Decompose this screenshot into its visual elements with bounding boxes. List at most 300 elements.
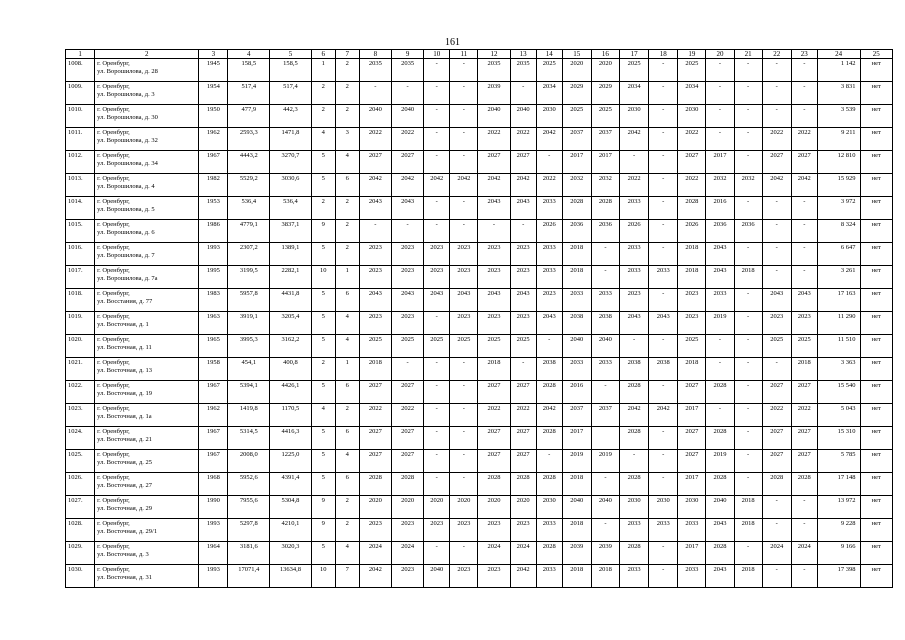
table-cell: 2043 xyxy=(478,197,510,220)
table-cell: 4779,1 xyxy=(228,220,270,243)
table-cell: - xyxy=(791,266,817,289)
table-cell: 2020 xyxy=(359,496,391,519)
table-cell: 2025 xyxy=(510,335,536,358)
table-cell: 2018 xyxy=(734,266,762,289)
address-cell: г. Оренбург, ул. Ворошилова, д. 4 xyxy=(95,174,199,197)
table-cell: 1 xyxy=(335,358,359,381)
table-cell: 2023 xyxy=(391,266,423,289)
table-cell: - xyxy=(591,381,619,404)
table-cell: 2 xyxy=(311,358,335,381)
table-cell: - xyxy=(359,82,391,105)
table-cell: 2023 xyxy=(450,519,478,542)
table-cell: 2033 xyxy=(649,519,678,542)
table-cell: 2034 xyxy=(678,82,706,105)
table-cell: 2043 xyxy=(424,289,450,312)
table-cell: 2019 xyxy=(591,450,619,473)
address-cell: г. Оренбург, ул. Восточная, д. 13 xyxy=(95,358,199,381)
table-row xyxy=(66,473,893,496)
table-cell: - xyxy=(791,220,817,243)
cost-cell: 3 972 xyxy=(817,197,860,220)
table-cell: 4 xyxy=(335,542,359,565)
table-cell: 1 xyxy=(311,59,335,82)
table-cell: 2018 xyxy=(678,266,706,289)
table-cell: 13634,8 xyxy=(270,565,312,588)
table-row xyxy=(66,450,893,473)
column-number: 9 xyxy=(391,50,423,59)
table-cell: - xyxy=(791,82,817,105)
table-cell: 2 xyxy=(335,220,359,243)
table-cell: 2033 xyxy=(536,266,562,289)
table-cell: 2042 xyxy=(478,174,510,197)
table-cell: - xyxy=(619,450,648,473)
column-number: 1 xyxy=(66,50,95,59)
table-cell: - xyxy=(734,427,762,450)
table-cell: - xyxy=(791,59,817,82)
table-cell: 2023 xyxy=(510,519,536,542)
table-cell: - xyxy=(762,59,791,82)
table-cell: 2043 xyxy=(510,289,536,312)
table-cell: 2025 xyxy=(450,335,478,358)
table-cell: 1983 xyxy=(199,289,228,312)
table-cell: 1 xyxy=(335,266,359,289)
table-cell: 3 xyxy=(335,128,359,151)
table-cell: 2030 xyxy=(678,105,706,128)
table-cell: 2027 xyxy=(391,381,423,404)
column-number: 17 xyxy=(619,50,648,59)
table-cell: 2035 xyxy=(510,59,536,82)
table-cell: 1993 xyxy=(199,565,228,588)
table-cell: 1945 xyxy=(199,59,228,82)
row-number: 1011. xyxy=(66,128,95,151)
table-cell: нет xyxy=(860,542,892,565)
table-cell: 2027 xyxy=(762,427,791,450)
address-cell: г. Оренбург, ул. Восточная, д. 3 xyxy=(95,542,199,565)
table-cell: 2028 xyxy=(619,427,648,450)
table-cell: 2022 xyxy=(762,404,791,427)
table-cell: 2033 xyxy=(706,289,734,312)
table-cell: 2033 xyxy=(619,197,648,220)
table-cell: 2027 xyxy=(359,381,391,404)
table-cell: - xyxy=(619,151,648,174)
table-cell: 2033 xyxy=(649,266,678,289)
table-cell: 2043 xyxy=(359,289,391,312)
column-number: 8 xyxy=(359,50,391,59)
table-cell: 2026 xyxy=(536,220,562,243)
column-number: 21 xyxy=(734,50,762,59)
table-cell: нет xyxy=(860,312,892,335)
table-cell: 5 xyxy=(311,450,335,473)
table-cell: нет xyxy=(860,266,892,289)
table-cell: - xyxy=(424,473,450,496)
row-number: 1010. xyxy=(66,105,95,128)
table-cell: 2023 xyxy=(359,243,391,266)
table-cell: 2017 xyxy=(678,542,706,565)
table-row xyxy=(66,312,893,335)
table-cell: - xyxy=(450,220,478,243)
table-cell: 2018 xyxy=(562,519,591,542)
table-cell: 2023 xyxy=(678,289,706,312)
table-cell: 2039 xyxy=(562,542,591,565)
row-number: 1008. xyxy=(66,59,95,82)
cost-cell: 9 211 xyxy=(817,128,860,151)
table-row xyxy=(66,151,893,174)
table-cell: - xyxy=(450,82,478,105)
table-cell: 2043 xyxy=(649,312,678,335)
table-cell: 2027 xyxy=(762,381,791,404)
table-cell: 2042 xyxy=(536,128,562,151)
table-cell: 2039 xyxy=(591,542,619,565)
table-cell: 2028 xyxy=(619,473,648,496)
table-cell: 1225,0 xyxy=(270,450,312,473)
row-number: 1013. xyxy=(66,174,95,197)
table-cell: 2030 xyxy=(678,496,706,519)
table-cell: - xyxy=(649,450,678,473)
table-cell: - xyxy=(762,105,791,128)
table-cell: 2025 xyxy=(591,105,619,128)
table-cell: 2033 xyxy=(536,519,562,542)
table-cell: 2022 xyxy=(791,404,817,427)
table-cell: 2030 xyxy=(619,105,648,128)
address-cell: г. Оренбург, ул. Восточная, д. 25 xyxy=(95,450,199,473)
table-cell: 2023 xyxy=(359,312,391,335)
row-number: 1017. xyxy=(66,266,95,289)
table-cell: 6 xyxy=(335,381,359,404)
table-cell: 4431,8 xyxy=(270,289,312,312)
table-cell: 6 xyxy=(335,427,359,450)
table-cell: 2028 xyxy=(706,542,734,565)
table-cell: 7955,6 xyxy=(228,496,270,519)
table-cell: - xyxy=(591,519,619,542)
table-cell: 4 xyxy=(311,128,335,151)
table-cell: 1995 xyxy=(199,266,228,289)
cost-cell: 8 324 xyxy=(817,220,860,243)
row-number: 1023. xyxy=(66,404,95,427)
table-cell: 2042 xyxy=(510,565,536,588)
table-cell: 2024 xyxy=(762,542,791,565)
row-number: 1020. xyxy=(66,335,95,358)
table-cell: - xyxy=(706,335,734,358)
table-cell: - xyxy=(706,82,734,105)
table-cell: 1967 xyxy=(199,381,228,404)
table-cell: 2040 xyxy=(510,105,536,128)
table-cell: 2022 xyxy=(510,128,536,151)
cost-cell: 5 043 xyxy=(817,404,860,427)
table-cell: 2033 xyxy=(619,565,648,588)
table-cell: 2023 xyxy=(391,243,423,266)
cost-cell: 12 810 xyxy=(817,151,860,174)
table-cell: - xyxy=(450,473,478,496)
cost-cell: 9 228 xyxy=(817,519,860,542)
table-cell: - xyxy=(791,197,817,220)
table-cell: 2023 xyxy=(359,519,391,542)
table-cell: 2022 xyxy=(762,128,791,151)
table-cell: - xyxy=(424,151,450,174)
table-cell: 2027 xyxy=(762,151,791,174)
table-cell: 2023 xyxy=(619,289,648,312)
column-number: 16 xyxy=(591,50,619,59)
table-cell: 2043 xyxy=(510,197,536,220)
table-row xyxy=(66,82,893,105)
table-cell: - xyxy=(591,473,619,496)
table-cell: 9 xyxy=(311,519,335,542)
table-cell: 2038 xyxy=(591,312,619,335)
table-cell: 2025 xyxy=(478,335,510,358)
table-cell: - xyxy=(536,335,562,358)
row-number: 1014. xyxy=(66,197,95,220)
table-cell: 2027 xyxy=(359,427,391,450)
table-cell: 2035 xyxy=(391,59,423,82)
table-cell: 5314,5 xyxy=(228,427,270,450)
table-cell: 5 xyxy=(311,243,335,266)
table-cell: 442,3 xyxy=(270,105,312,128)
table-cell: 2 xyxy=(335,105,359,128)
table-cell: - xyxy=(649,542,678,565)
table-cell: 2027 xyxy=(510,450,536,473)
table-cell: 2032 xyxy=(734,174,762,197)
cost-cell: 3 539 xyxy=(817,105,860,128)
table-cell: 2017 xyxy=(678,473,706,496)
address-cell: г. Оренбург, ул. Восточная, д. 29/1 xyxy=(95,519,199,542)
table-cell: 2037 xyxy=(562,404,591,427)
row-number: 1029. xyxy=(66,542,95,565)
cost-cell: 17 398 xyxy=(817,565,860,588)
table-cell: 1968 xyxy=(199,473,228,496)
table-cell: 1471,8 xyxy=(270,128,312,151)
row-number: 1016. xyxy=(66,243,95,266)
table-row xyxy=(66,59,893,82)
table-cell: 2027 xyxy=(791,450,817,473)
table-cell: 2020 xyxy=(591,59,619,82)
table-cell: 536,4 xyxy=(228,197,270,220)
table-cell: 2030 xyxy=(619,496,648,519)
table-cell xyxy=(591,427,619,450)
table-cell: 10 xyxy=(311,266,335,289)
address-cell: г. Оренбург, ул. Ворошилова, д. 7а xyxy=(95,266,199,289)
table-cell: 2022 xyxy=(391,128,423,151)
table-cell: 2032 xyxy=(706,174,734,197)
table-cell: 2043 xyxy=(478,289,510,312)
table-cell: нет xyxy=(860,450,892,473)
table-cell: 2028 xyxy=(536,542,562,565)
table-cell: 2036 xyxy=(706,220,734,243)
table-cell: 2038 xyxy=(536,358,562,381)
table-cell: 2027 xyxy=(510,151,536,174)
table-cell: 1990 xyxy=(199,496,228,519)
table-cell: 3162,2 xyxy=(270,335,312,358)
row-number: 1024. xyxy=(66,427,95,450)
table-cell: - xyxy=(734,59,762,82)
table-cell: 2030 xyxy=(536,496,562,519)
table-cell: 517,4 xyxy=(270,82,312,105)
table-cell: 2028 xyxy=(536,381,562,404)
table-cell: - xyxy=(734,312,762,335)
table-cell: 2027 xyxy=(678,151,706,174)
table-cell: 2025 xyxy=(678,335,706,358)
address-cell: г. Оренбург, ул. Восточная, д. 21 xyxy=(95,427,199,450)
table-row xyxy=(66,519,893,542)
table-cell: 17071,4 xyxy=(228,565,270,588)
table-cell: - xyxy=(424,59,450,82)
table-cell: 5 xyxy=(311,174,335,197)
table-cell: - xyxy=(706,128,734,151)
table-cell: - xyxy=(391,82,423,105)
table-cell: 2 xyxy=(335,59,359,82)
cost-cell: 6 647 xyxy=(817,243,860,266)
table-cell: 2043 xyxy=(706,565,734,588)
column-number: 13 xyxy=(510,50,536,59)
table-cell: - xyxy=(734,243,762,266)
table-cell: 1993 xyxy=(199,519,228,542)
table-cell: 2040 xyxy=(591,496,619,519)
column-number: 24 xyxy=(817,50,860,59)
table-cell: - xyxy=(734,404,762,427)
address-cell: г. Оренбург, ул. Ворошилова, д. 7 xyxy=(95,243,199,266)
table-row xyxy=(66,174,893,197)
table-cell: 2008,0 xyxy=(228,450,270,473)
table-cell: 2035 xyxy=(478,59,510,82)
table-cell: 517,4 xyxy=(228,82,270,105)
table-cell: 2026 xyxy=(619,220,648,243)
table-cell: 2020 xyxy=(478,496,510,519)
table-cell: 6 xyxy=(335,174,359,197)
table-cell: 2040 xyxy=(391,105,423,128)
table-cell: 2 xyxy=(311,82,335,105)
table-cell: 2043 xyxy=(706,243,734,266)
table-cell: - xyxy=(762,565,791,588)
table-cell: 2043 xyxy=(359,197,391,220)
table-cell: 2027 xyxy=(478,427,510,450)
table-cell: - xyxy=(424,197,450,220)
table-cell: - xyxy=(734,82,762,105)
table-cell: 2033 xyxy=(619,519,648,542)
table-cell: 3020,3 xyxy=(270,542,312,565)
table-cell: - xyxy=(762,496,791,519)
table-cell: - xyxy=(762,243,791,266)
table-cell: 2028 xyxy=(619,542,648,565)
table-cell: 2 xyxy=(335,404,359,427)
table-cell: - xyxy=(510,358,536,381)
table-cell: - xyxy=(649,82,678,105)
table-cell: 5 xyxy=(311,335,335,358)
table-cell: 2033 xyxy=(591,358,619,381)
table-cell: 2023 xyxy=(762,312,791,335)
table-cell: 2042 xyxy=(424,174,450,197)
table-cell: - xyxy=(791,243,817,266)
table-cell: 2025 xyxy=(391,335,423,358)
table-cell: - xyxy=(649,243,678,266)
table-cell: - xyxy=(649,335,678,358)
table-cell: - xyxy=(450,381,478,404)
table-cell: 1950 xyxy=(199,105,228,128)
table-cell: 2040 xyxy=(706,496,734,519)
table-row xyxy=(66,496,893,519)
table-cell: - xyxy=(359,220,391,243)
table-cell: 2042 xyxy=(391,174,423,197)
table-cell: - xyxy=(734,335,762,358)
table-cell: 2027 xyxy=(391,151,423,174)
table-cell: 3205,4 xyxy=(270,312,312,335)
table-cell: 2033 xyxy=(619,243,648,266)
table-cell: 2023 xyxy=(510,266,536,289)
table-cell: 2033 xyxy=(536,243,562,266)
table-cell: - xyxy=(734,289,762,312)
table-cell: 4 xyxy=(311,404,335,427)
table-cell: 2042 xyxy=(359,565,391,588)
table-cell: 2042 xyxy=(791,174,817,197)
table-cell: - xyxy=(649,473,678,496)
table-cell: 2042 xyxy=(649,404,678,427)
address-cell: г. Оренбург, ул. Ворошилова, д. 6 xyxy=(95,220,199,243)
column-number: 14 xyxy=(536,50,562,59)
table-cell: - xyxy=(706,105,734,128)
table-cell: 2038 xyxy=(649,358,678,381)
table-cell: 4 xyxy=(335,312,359,335)
table-cell: 2023 xyxy=(791,312,817,335)
table-cell: 2023 xyxy=(450,565,478,588)
table-cell: 4 xyxy=(335,335,359,358)
table-cell: 2036 xyxy=(734,220,762,243)
table-cell: нет xyxy=(860,243,892,266)
cost-cell: 3 363 xyxy=(817,358,860,381)
cost-cell: 11 510 xyxy=(817,335,860,358)
table-cell: нет xyxy=(860,519,892,542)
table-cell: - xyxy=(424,312,450,335)
table-cell: 2023 xyxy=(478,243,510,266)
table-cell: 2042 xyxy=(619,404,648,427)
column-number: 25 xyxy=(860,50,892,59)
table-cell: - xyxy=(762,220,791,243)
table-cell: - xyxy=(762,266,791,289)
column-number-row xyxy=(66,50,893,59)
table-cell: 2282,1 xyxy=(270,266,312,289)
column-number: 7 xyxy=(335,50,359,59)
table-cell: 2023 xyxy=(478,565,510,588)
table-cell: - xyxy=(734,128,762,151)
table-cell: - xyxy=(536,450,562,473)
table-cell: 2018 xyxy=(562,473,591,496)
table-cell: 2018 xyxy=(791,358,817,381)
table-cell: 2028 xyxy=(791,473,817,496)
table-cell: 5 xyxy=(311,473,335,496)
table-cell: 2028 xyxy=(391,473,423,496)
table-cell: 2029 xyxy=(562,82,591,105)
table-cell: 4391,4 xyxy=(270,473,312,496)
table-cell: 5952,6 xyxy=(228,473,270,496)
table-cell: 2028 xyxy=(706,473,734,496)
table-cell: 2022 xyxy=(359,128,391,151)
table-row xyxy=(66,289,893,312)
table-cell: 1986 xyxy=(199,220,228,243)
table-cell: - xyxy=(478,220,510,243)
address-cell: г. Оренбург, ул. Восточная, д. 1а xyxy=(95,404,199,427)
table-cell: 5529,2 xyxy=(228,174,270,197)
table-row xyxy=(66,427,893,450)
table-cell: нет xyxy=(860,358,892,381)
table-cell: - xyxy=(649,220,678,243)
table-cell: нет xyxy=(860,404,892,427)
table-cell: 2023 xyxy=(359,266,391,289)
table-cell: 2040 xyxy=(424,565,450,588)
table-cell: - xyxy=(424,542,450,565)
table-cell: 158,5 xyxy=(228,59,270,82)
table-cell: 2023 xyxy=(450,266,478,289)
table-cell: 2028 xyxy=(359,473,391,496)
table-cell: 2017 xyxy=(706,151,734,174)
table-cell: - xyxy=(391,220,423,243)
table-cell: - xyxy=(591,266,619,289)
table-cell: - xyxy=(649,151,678,174)
table-cell: 2020 xyxy=(391,496,423,519)
